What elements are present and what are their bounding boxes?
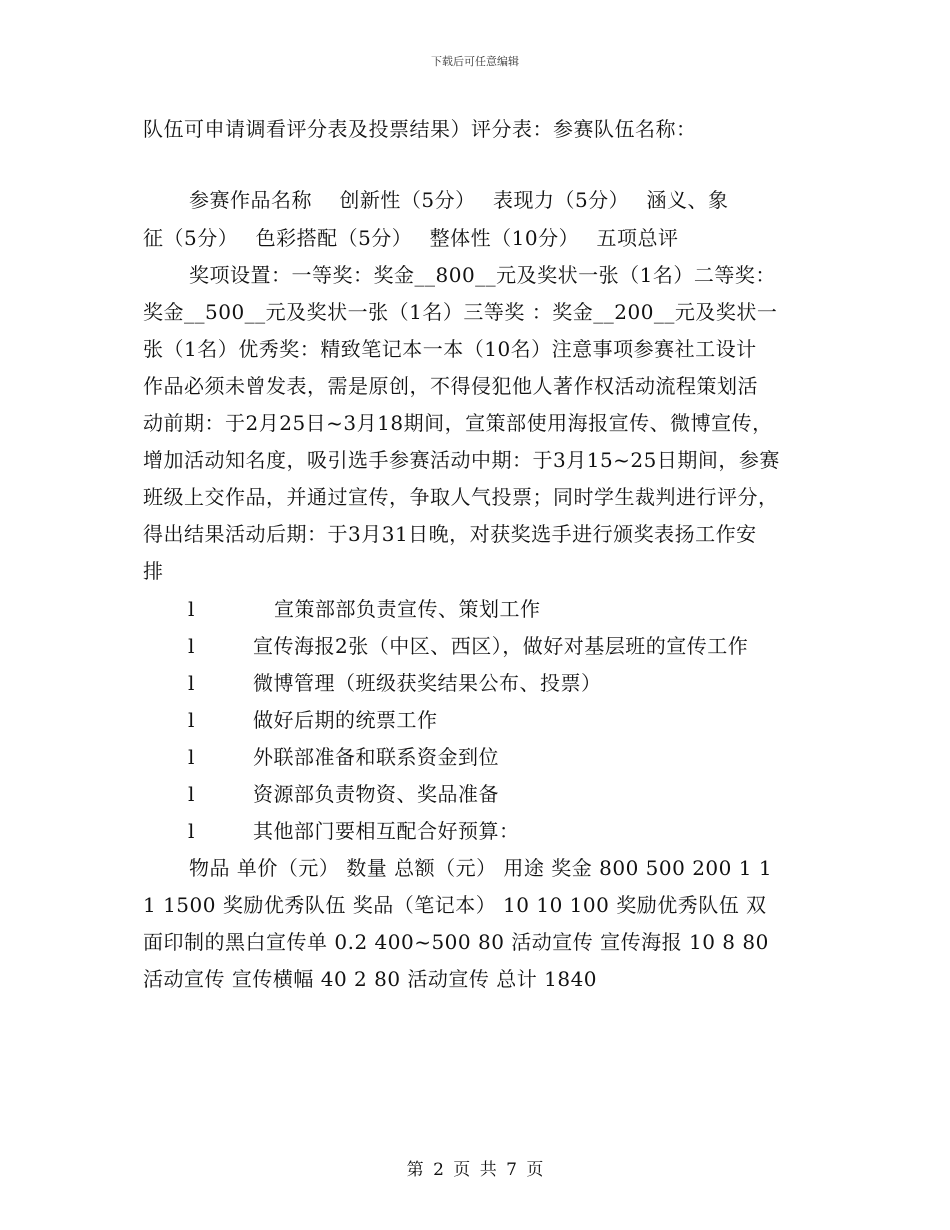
awards-line: 班级上交作品，并通过宣传，争取人气投票；同时学生裁判进行评分， xyxy=(143,485,779,509)
budget-line: 面印制的黑白宣传单 0.2 400~500 80 活动宣传 宣传海报 10 8 80 xyxy=(143,930,769,954)
page-number: 第 2 页 共 7 页 xyxy=(406,1160,544,1180)
list-item: 宣传海报2张（中区、西区），做好对基层班的宣传工作 xyxy=(253,634,749,658)
awards-line: 奖项设置：一等奖：奖金__800__元及奖状一张（1名）二等奖： xyxy=(189,263,776,287)
list-marker: l xyxy=(188,634,195,658)
list-marker: l xyxy=(188,671,195,695)
list-marker: l xyxy=(188,597,195,621)
awards-line: 排 xyxy=(143,559,164,583)
list-marker: l xyxy=(188,819,195,843)
awards-line: 得出结果活动后期：于3月31日晚，对获奖选手进行颁奖表扬工作安 xyxy=(143,522,757,546)
criteria-line-1: 参赛作品名称 创新性（5分） 表现力（5分） 涵义、象 xyxy=(189,188,729,212)
awards-line: 增加活动知名度，吸引选手参赛活动中期：于3月15~25日期间，参赛 xyxy=(143,448,780,472)
paragraph-team-name: 队伍可申请调看评分表及投票结果）评分表：参赛队伍名称： xyxy=(143,117,697,141)
list-marker: l xyxy=(188,745,195,769)
list-item: 资源部负责物资、奖品准备 xyxy=(253,782,499,806)
list-marker: l xyxy=(188,782,195,806)
list-item: 外联部准备和联系资金到位 xyxy=(253,745,499,769)
awards-line: 作品必须未曾发表，需是原创，不得侵犯他人著作权活动流程策划活 xyxy=(143,374,758,398)
criteria-line-2: 征（5分） 色彩搭配（5分） 整体性（10分） 五项总评 xyxy=(143,226,679,250)
awards-line: 动前期：于2月25日~3月18期间，宣策部使用海报宣传、微博宣传， xyxy=(143,411,773,435)
list-marker: l xyxy=(188,708,195,732)
awards-line: 奖金__500__元及奖状一张（1名）三等奖 ：奖金__200__元及奖状一 xyxy=(143,300,778,324)
list-item: 做好后期的统票工作 xyxy=(253,708,438,732)
list-item: 微博管理（班级获奖结果公布、投票） xyxy=(253,671,602,695)
list-item: 其他部门要相互配合好预算： xyxy=(253,819,520,843)
budget-line: 物品 单价（元） 数量 总额（元） 用途 奖金 800 500 200 1 1 xyxy=(189,856,773,880)
list-item: 宣策部部负责宣传、策划工作 xyxy=(274,597,541,621)
header-note: 下载后可任意编辑 xyxy=(431,55,519,68)
budget-line: 活动宣传 宣传横幅 40 2 80 活动宣传 总计 1840 xyxy=(143,967,598,991)
budget-line: 1 1500 奖励优秀队伍 奖品（笔记本） 10 10 100 奖励优秀队伍 双 xyxy=(143,893,767,917)
awards-line: 张（1名）优秀奖：精致笔记本一本（10名）注意事项参赛社工设计 xyxy=(143,337,757,361)
